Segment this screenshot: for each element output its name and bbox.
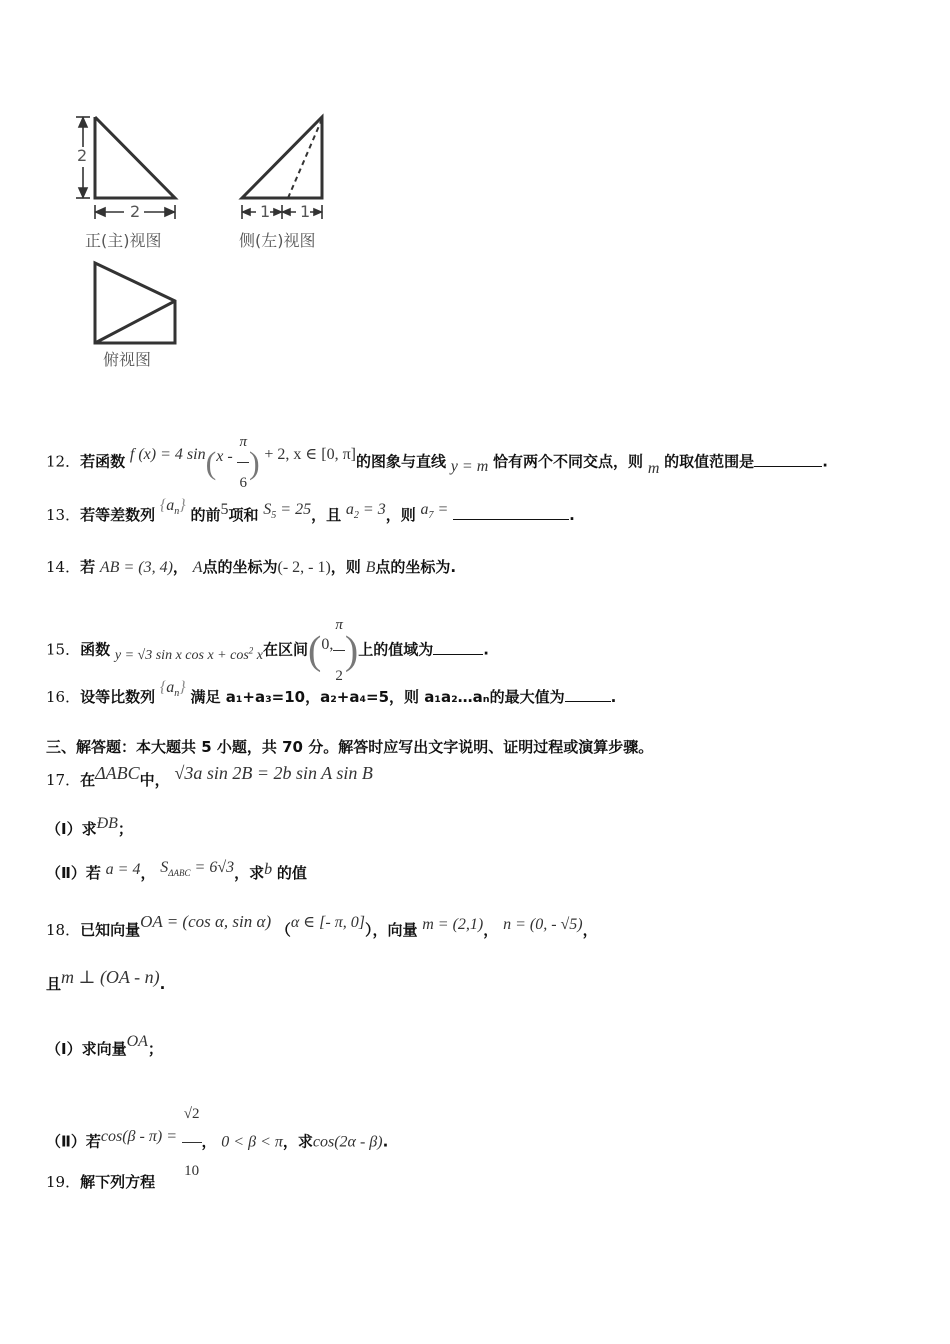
q17-part-2 — [46, 858, 307, 888]
q14-number: 14． — [46, 558, 81, 576]
q13-formula-a7: $a_7$ = — [420, 501, 449, 522]
q12-formula-2: + 2, x ∈ [0, π] — [264, 445, 356, 463]
q18-part-1 — [46, 1032, 163, 1066]
q18-formula-m: m = (2,1) — [422, 916, 484, 933]
q19-number: 19． — [46, 1173, 81, 1191]
q18-p2-text-4: . — [382, 1132, 389, 1151]
q18-p2-text-3: ，求 — [282, 1132, 313, 1151]
q13-text-2: 的前 — [190, 506, 221, 524]
question-16 — [46, 679, 617, 712]
question-17 — [46, 762, 373, 796]
q14-text-3: 点的坐标为 — [202, 558, 278, 576]
side-right-label: 1 — [300, 202, 311, 221]
q13-number: 13． — [46, 506, 81, 524]
q18-p2-formula-beta: 0 < β < π — [221, 1133, 283, 1151]
q13-answer-blank[interactable] — [453, 519, 569, 520]
q12-answer-blank[interactable] — [754, 466, 822, 467]
q17-p1-text-1: （Ⅰ）求 — [46, 820, 97, 838]
q18-p2-text-2: ， — [201, 1132, 217, 1151]
q17-p2-formula-b: b — [264, 861, 273, 878]
q12-formula-3: y = m — [450, 457, 489, 475]
q19-text-1: 解下列方程 — [80, 1173, 156, 1191]
q14-formula-a: A — [192, 559, 203, 576]
q15-paren-open: ( — [308, 627, 322, 673]
q18-p1-text-1: （Ⅰ）求向量 — [46, 1040, 127, 1058]
q17-formula-triangle: ΔABC — [95, 763, 140, 783]
q18-text-4: ， — [483, 921, 499, 939]
q18-p1-text-2: ； — [147, 1040, 163, 1058]
q17-p2-text-4: 的值 — [276, 864, 307, 882]
q17-p2-text-3: ，求 — [234, 864, 265, 882]
q18-line2-text-2: . — [159, 975, 166, 993]
q18-formula-alpha: α ∈ [- π, 0] — [290, 914, 365, 931]
q13-text-4: ，且 — [311, 506, 342, 524]
q15-text-2: 在区间 — [263, 640, 309, 659]
q18-text-3: ），向量 — [364, 921, 418, 939]
q15-paren-close: ) — [344, 627, 359, 673]
q12-text-3: 恰有两个不同交点，则 — [493, 452, 644, 471]
q14-text-4: ，则 — [330, 558, 361, 576]
q14-text-2: ， — [172, 558, 188, 576]
q18-line2-text-1: 且 — [46, 975, 62, 993]
q12-formula-x: x - — [216, 447, 233, 465]
q17-formula-main: √3a sin 2B = 2b sin A sin B — [174, 763, 373, 783]
q13-formula-a2: $a_2 = 3$ — [345, 501, 386, 522]
front-width-label: 2 — [130, 202, 141, 221]
q12-formula-4: m — [647, 459, 660, 477]
q15-text-4: . — [483, 640, 489, 659]
q13-text-1: 若等差数列 — [80, 506, 156, 524]
q18-text-1: 已知向量 — [80, 921, 141, 939]
q12-number: 12． — [46, 452, 81, 471]
q17-p1-text-2: ； — [117, 820, 133, 838]
q15-text-3: 上的值域为 — [358, 640, 434, 659]
q17-p2-text-1: （Ⅱ）若 — [46, 864, 101, 882]
q18-part-2 — [46, 1086, 389, 1179]
q14-formula-ab: AB = (3, 4) — [99, 559, 173, 576]
side-left-label: 1 — [260, 202, 271, 221]
q17-p2-formula-a: a = 4 — [105, 861, 141, 878]
q18-line2-formula: m ⊥ (OA - n) — [61, 967, 160, 987]
q18-number: 18． — [46, 921, 81, 939]
q17-text-1: 在 — [80, 771, 96, 789]
q15-interval-zero: 0, — [321, 635, 334, 653]
q12-text-5: . — [822, 452, 828, 471]
section-3-heading: 三、解答题：本大题共 5 小题，共 70 分。解答时应写出文字说明、证明过程或演算步骤。 — [46, 738, 654, 756]
q12-text-1: 若函数 — [80, 452, 126, 471]
question-15 — [46, 600, 489, 684]
q18-p2-fraction: $\frac{√2}{10}$ — [182, 1086, 202, 1199]
q13-seq: $\{a_n\}$ — [159, 497, 186, 518]
q13-text-6: . — [569, 506, 575, 524]
q17-p2-text-2: ， — [140, 864, 156, 882]
q16-text-2: 满足 a₁+a₃=10，a₂+a₄=5，则 a₁a₂…aₙ的最大值为 — [190, 688, 565, 706]
q16-number: 16． — [46, 688, 81, 706]
q15-formula-1: y = √3 sin x $\cos x + \cos^2 x$ — [114, 644, 263, 663]
q16-answer-blank[interactable] — [565, 701, 611, 702]
q17-part-1 — [46, 815, 133, 843]
q12-text-4: 的取值范围是 — [664, 452, 755, 471]
q18-line-2 — [46, 966, 165, 1000]
q15-fraction: $\frac{\pi}{2}$ — [333, 600, 345, 701]
q18-p2-text-1: （Ⅱ）若 — [46, 1132, 101, 1151]
q15-text-1: 函数 — [80, 640, 111, 659]
question-19 — [46, 1168, 155, 1196]
q13-text-3: 项和 — [228, 506, 259, 524]
q12-paren-open: ( — [205, 444, 217, 481]
front-height-label: 2 — [77, 146, 88, 165]
q13-formula-s5: $S_5 = 25$ — [263, 501, 312, 522]
q18-p2-formula-cos: cos(β - π) = — [100, 1127, 177, 1145]
q13-text-5: ，则 — [385, 506, 416, 524]
q12-text-2: 的图象与直线 — [356, 452, 447, 471]
q18-formula-oa: OA = (cos α, sin α) — [140, 912, 272, 931]
q12-fraction: $\frac{\pi}{6}$ — [237, 422, 249, 503]
q16-seq: $\{a_n\}$ — [159, 679, 186, 700]
q17-p1-angle: ÐB — [96, 815, 118, 832]
q16-text-1: 设等比数列 — [80, 688, 156, 706]
q18-formula-n: n = (0, - √5) — [503, 916, 583, 933]
q15-number: 15． — [46, 640, 81, 659]
top-view-label: 俯视图 — [103, 350, 152, 369]
front-view-label: 正(主)视图 — [85, 231, 162, 250]
q14-formula-b: B — [365, 559, 376, 576]
q12-formula-1: f (x) = 4 sin — [129, 445, 206, 463]
question-12 — [46, 422, 828, 491]
q18-text-5: ， — [582, 921, 598, 939]
side-view-label: 侧(左)视图 — [239, 231, 316, 250]
q12-paren-close: ) — [248, 444, 260, 481]
q18-p1-formula: OA — [126, 1033, 148, 1050]
question-14 — [46, 553, 456, 581]
q18-text-2: （ — [275, 921, 291, 939]
q14-text-1: 若 — [80, 558, 96, 576]
q18-p2-formula-target: cos(2α - β) — [312, 1133, 383, 1151]
q17-number: 17． — [46, 771, 81, 789]
q15-answer-blank[interactable] — [433, 654, 483, 655]
q14-text-5: 点的坐标为. — [375, 558, 457, 576]
q13-formula-5: 5 — [220, 501, 229, 518]
question-13 — [46, 498, 575, 532]
q16-text-3: . — [610, 688, 617, 706]
q14-formula-coords: (- 2, - 1) — [277, 559, 331, 576]
q17-text-2: 中， — [139, 771, 170, 789]
question-18 — [46, 910, 598, 950]
q17-p2-formula-area: $S_{\Delta ABC} = 6√3$ — [160, 859, 235, 879]
